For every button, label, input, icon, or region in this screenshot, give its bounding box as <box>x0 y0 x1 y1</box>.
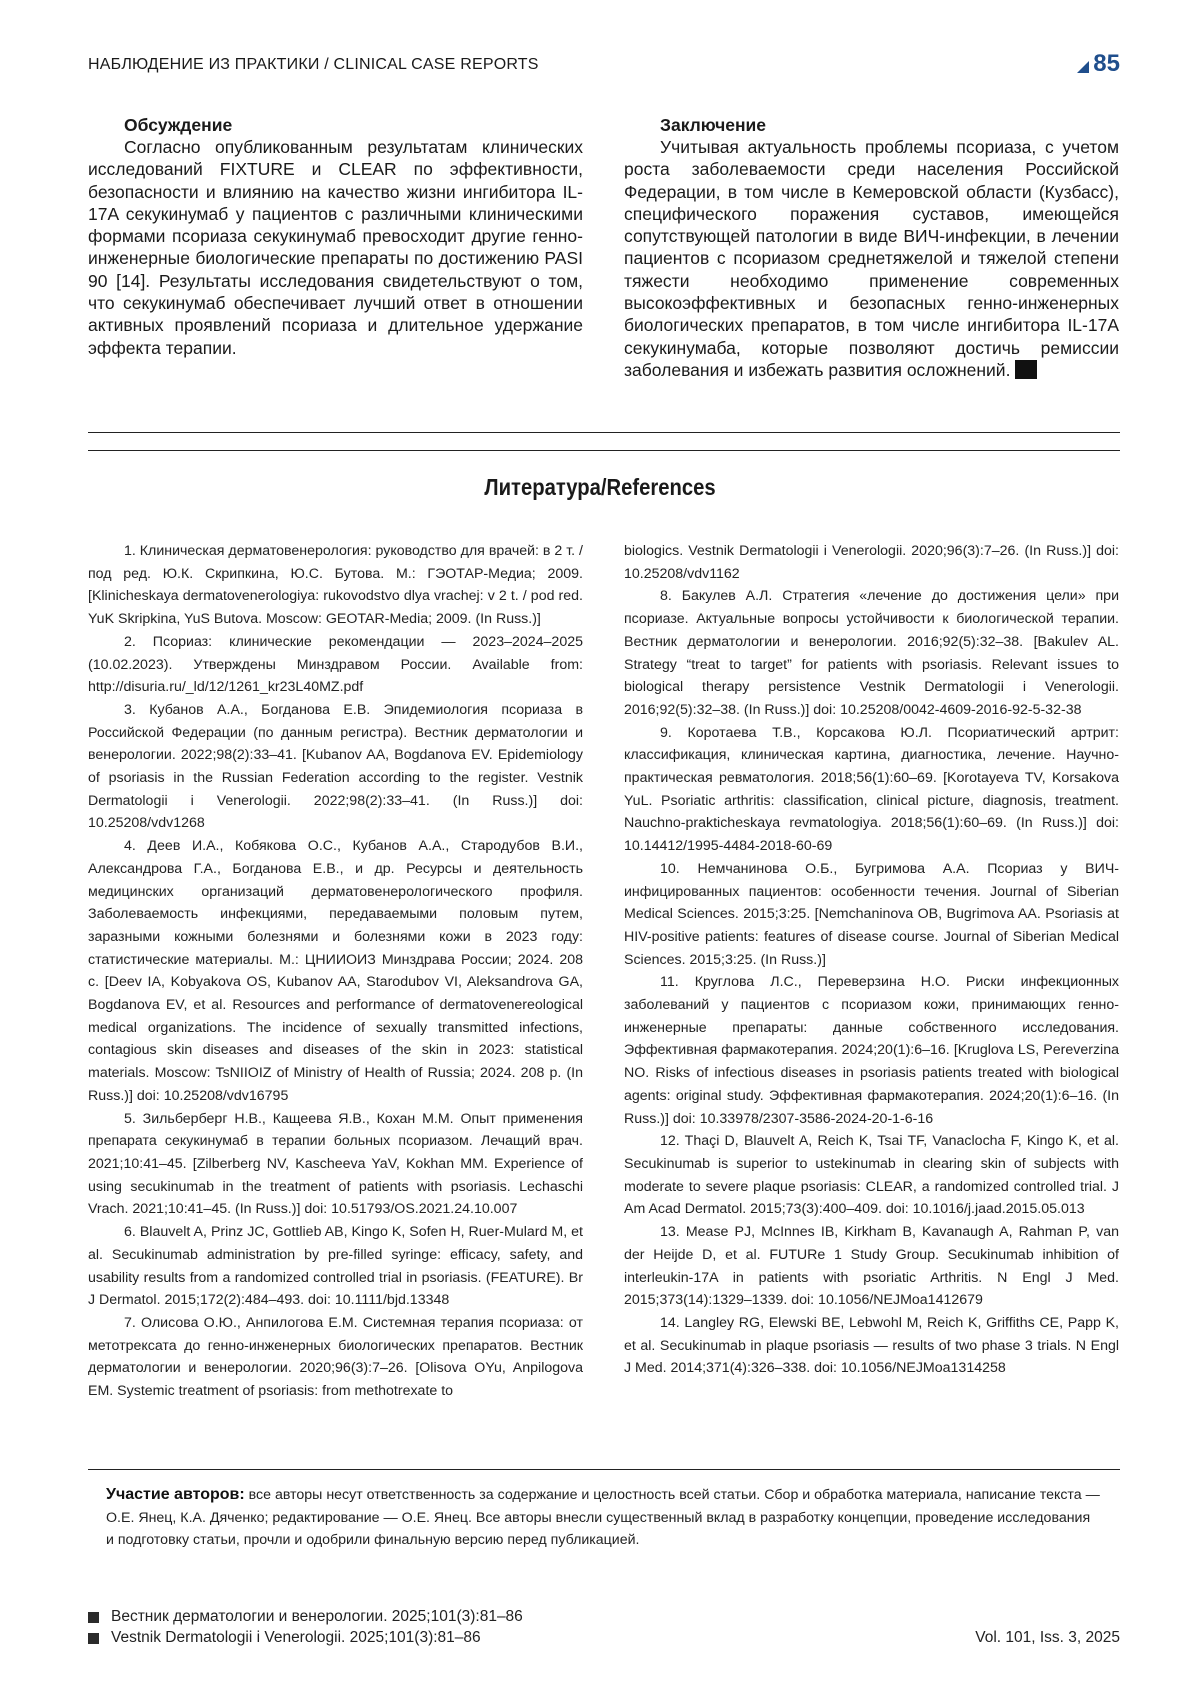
page-number: 85 <box>1093 50 1120 77</box>
square-bullet-icon <box>88 1612 99 1623</box>
discussion-section <box>88 114 583 359</box>
square-bullet-icon <box>88 1633 99 1644</box>
triangle-icon <box>1077 61 1089 73</box>
footer-volume: Vol. 101, Iss. 3, 2025 <box>975 1629 1120 1646</box>
reference-item: 3. Кубанов А.А., Богданова Е.В. Эпидемиология псориаза в Российской Федерации (по данным регистра). Вестник дерматологии и венерологии. 2022;98(2):33–41. [Kubanov AA, Bogdanova EV. Epidemiology of psoriasis in the Russian Federation according to the register. Vestnik Dermatologii i Venerologii. 2022;98(2):33–41. (In Russ.)] doi: 10.25208/vdv1268 <box>88 701 583 832</box>
reference-item: 12. Thaçi D, Blauvelt A, Reich K, Tsai TF, Vanaclocha F, Kingo K, et al. Secukinumab is superior to ustekinumab in clearing skin of subjects with moderate to severe plaque psoriasis: CLEAR, a randomized controlled trial. J Am Acad Dermatol. 2015;73(3):400–409. doi: 10.1016/j.jaad.2015.05.013 <box>624 1133 1119 1218</box>
reference-item: 2. Псориаз: клинические рекомендации — 2023–2024–2025 (10.02.2023). Утверждены Минздравом России. Available from: http://disuria.ru/_ld/12/1261_kr23L40MZ.pdf <box>88 633 583 696</box>
reference-item-continued: biologics. Vestnik Dermatologii i Venerologii. 2020;96(3):7–26. (In Russ.)] doi: 10.25208/vdv1162 <box>624 543 1119 582</box>
running-head: НАБЛЮДЕНИЕ ИЗ ПРАКТИКИ / CLINICAL CASE REPORTS <box>88 56 539 73</box>
divider-rule <box>88 1469 1120 1470</box>
conclusion-heading: Заключение <box>660 115 767 135</box>
divider-rule <box>88 450 1120 451</box>
conclusion-section <box>624 114 1119 381</box>
authors-contribution <box>106 1484 1102 1552</box>
authors-contribution-label: Участие авторов: <box>106 1486 245 1503</box>
conclusion-text: Учитывая актуальность проблемы псориаза, с учетом роста заболеваемости среди населения Российской Федерации, в том числе в Кемеровской области (Кузбасс), специфического поражения суставов, имеющейся сопутствующей патологии в виде ВИЧ-инфекции, в лечении пациентов с псориазом среднетяжелой и тяжелой степени тяжести необходимо применение современных высокоэффективных и безопасных генно-инженерных биологических препаратов, в том числе ингибитора IL-17A секукинумаба, которые позволяют достичь ремиссии заболевания и избежать развития осложнений. <box>624 137 1119 380</box>
reference-item: 5. Зильберберг Н.В., Кащеева Я.В., Кохан М.М. Опыт применения препарата секукинумаб в терапии больных псориазом. Лечащий врач. 2021;10:41–45. [Zilberberg NV, Kascheeva YaV, Kokhan MM. Experience of using secukinumab in the treatment of patients with psoriasis. Lechaschi Vrach. 2021;10:41–45. (In Russ.)] doi: 10.51793/OS.2021.24.10.007 <box>88 1110 583 1218</box>
page-number-block <box>1077 50 1120 78</box>
references-left-column <box>88 540 583 1403</box>
reference-item: 9. Коротаева Т.В., Корсакова Ю.Л. Псориатический артрит: классификация, клиническая картина, диагностика, лечение. Научно-практическая ревматология. 2018;56(1):60–69. [Korotayeva TV, Korsakova YuL. Psoriatic arthritis: classification, clinical picture, diagnosis, treatment. Nauchno-prakticheskaya revmatologiya. 2018;56(1):60–69. (In Russ.)] doi: 10.14412/1995-4484-2018-60-69 <box>624 724 1119 855</box>
conclusion-paragraph <box>624 136 1119 381</box>
footer-journal-en-text: Vestnik Dermatologii i Venerologii. 2025;101(3):81–86 <box>111 1629 481 1646</box>
reference-item: 8. Бакулев А.Л. Стратегия «лечение до достижения цели» при псориазе. Актуальные вопросы устойчивости к биологической терапии. Вестник дерматологии и венерологии. 2016;92(5):32–38. [Bakulev AL. Strategy “treat to target” for patients with psoriasis. Relevant issues to biological therapy persistence Vestnik Dermatologii i Venerologii. 2016;92(5):32–38. (In Russ.)] doi: 10.25208/0042-4609-2016-92-5-32-38 <box>624 588 1119 718</box>
references-right-column <box>624 540 1119 1380</box>
end-of-article-icon <box>1015 360 1037 379</box>
references-title: Литература/References <box>484 474 716 500</box>
reference-item: 13. Mease PJ, McInnes IB, Kirkham B, Kavanaugh A, Rahman P, van der Heijde D, et al. FUTURe 1 Study Group. Secukinumab inhibition of interleukin-17A in patients with psoriatic Arthritis. N Engl J Med. 2015;373(14):1329–1339. doi: 10.1056/NEJMoa1412679 <box>624 1224 1119 1309</box>
authors-contribution-text: все авторы несут ответственность за содержание и целостность всей статьи. Сбор и обработка материала, написание текста — О.Е. Янец, К.А. Дяченко; редактирование — О.Е. Янец. Все авторы внесли существенный вклад в разработку концепции, проведение исследования и подготовку статьи, прочли и одобрили финальную версию перед публикацией. <box>106 1487 1100 1549</box>
discussion-text: Согласно опубликованным результатам клинических исследований FIXTURE и CLEAR по эффективности, безопасности и влиянию на качество жизни ингибитора IL-17A секукинумаб у пациентов с различными клиническими формами псориаза секукинумаб превосходит другие генно-инженерные биологические препараты по достижению PASI 90 [14]. Результаты исследования свидетельствуют о том, что секукинумаб обеспечивает лучший ответ в отношении активных проявлений псориаза и длительное удержание эффекта терапии. <box>88 137 583 358</box>
reference-item: 10. Немчанинова О.Б., Бугримова А.А. Псориаз у ВИЧ-инфицированных пациентов: особенности течения. Journal of Siberian Medical Sciences. 2015;3:25. [Nemchaninova OB, Bugrimova AA. Psoriasis at HIV-positive patients: features of disease course. Journal of Siberian Medical Sciences. 2015;3:25. (In Russ.)] <box>624 860 1119 968</box>
footer-journal-ru <box>88 1608 523 1626</box>
reference-item: 1. Клиническая дерматовенерология: руководство для врачей: в 2 т. / под ред. Ю.К. Скрипкина, Ю.С. Бутова. М.: ГЭОТАР-Медиа; 2009. [Klinicheskaya dermatovenerologiya: rukovodstvo dlya vrachej: v 2 t. / pod red. YuK Skripkina, YuS Butova. Moscow: GEOTAR-Media; 2009. (In Russ.)] <box>88 543 583 628</box>
footer-journal-en <box>88 1629 481 1647</box>
reference-item: 11. Круглова Л.С., Переверзина Н.О. Риски инфекционных заболеваний у пациентов с псориазом кожи, принимающих генно-инженерные препараты: данные собственного исследования. Эффективная фармакотерапия. 2024;20(1):6–16. [Kruglova LS, Pereverzina NO. Risks of infectious diseases in psoriasis patients treated with biological agents: original study. Эффективная фармакотерапия. 2024;20(1):6–16. (In Russ.)] doi: 10.33978/2307-3586-2024-20-1-6-16 <box>624 974 1119 1127</box>
reference-item: 4. Деев И.А., Кобякова О.С., Кубанов А.А., Стародубов В.И., Александрова Г.А., Богданова Е.В., и др. Ресурсы и деятельность медицинских организаций дерматовенерологического профиля. Заболеваемость инфекциями, передаваемыми половым путем, заразными кожными болезнями и болезнями кожи в 2023 году: статистические материалы. М.: ЦНИИОИЗ Минздрава России; 2024. 208 с. [Deev IA, Kobyakova OS, Kubanov AA, Starodubov VI, Aleksandrova GA, Bogdanova EV, et al. Resources and performance of dermatovenereological medical organizations. The incidence of sexually transmitted infections, contagious skin diseases and diseases of the skin in 2023: statistical materials. Moscow: TsNIIOIZ of Ministry of Health of Russia; 2024. 208 p. (In Russ.)] doi: 10.25208/vdv16795 <box>88 838 583 1104</box>
reference-item: 14. Langley RG, Elewski BE, Lebwohl M, Reich K, Griffiths CE, Papp K, et al. Secukinumab in plaque psoriasis — results of two phase 3 trials. N Engl J Med. 2014;371(4):326–338. doi: 10.1056/NEJMoa1314258 <box>624 1314 1119 1377</box>
reference-item: 7. Олисова О.Ю., Анпилогова Е.М. Системная терапия псориаза: от метотрексата до генно-инженерных биологических препаратов. Вестник дерматологии и венерологии. 2020;96(3):7–26. [Olisova OYu, Anpilogova EM. Systemic treatment of psoriasis: from methotrexate to <box>88 1314 583 1400</box>
discussion-heading: Обсуждение <box>124 115 233 135</box>
footer-journal-ru-text: Вестник дерматологии и венерологии. 2025;101(3):81–86 <box>111 1608 523 1625</box>
reference-item: 6. Blauvelt A, Prinz JC, Gottlieb AB, Kingo K, Sofen H, Ruer-Mulard M, et al. Secukinumab administration by pre-filled syringe: efficacy, safety, and usability results from a randomized controlled trial in psoriasis. (FEATURE). Br J Dermatol. 2015;172(2):484–493. doi: 10.1111/bjd.13348 <box>88 1224 583 1309</box>
divider-rule <box>88 432 1120 433</box>
